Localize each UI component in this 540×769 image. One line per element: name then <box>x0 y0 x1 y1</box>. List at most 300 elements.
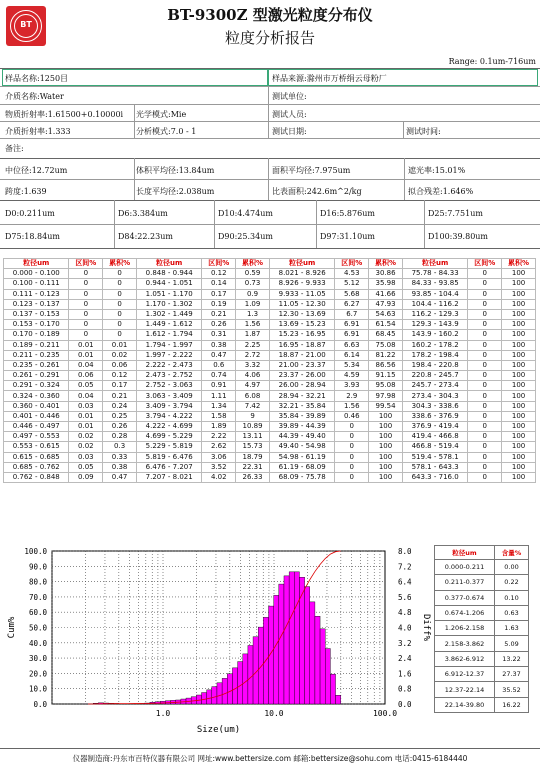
table-cell: 30.86 <box>369 269 403 279</box>
diff-bar <box>227 674 232 704</box>
remarks: 备注: <box>5 144 24 153</box>
table-cell: 2.62 <box>202 442 236 452</box>
table-cell: 0.211 - 0.235 <box>4 350 69 360</box>
table-cell: 100 <box>502 360 536 370</box>
sample-name: 样品名称:1250目 <box>5 74 69 83</box>
table-cell: 0 <box>468 472 502 482</box>
table-cell: 75.08 <box>369 340 403 350</box>
table-row <box>4 422 536 432</box>
table-cell: 0.000 - 0.100 <box>4 269 69 279</box>
table-cell: 0 <box>103 289 137 299</box>
d-value: D16:5.876um <box>320 209 375 218</box>
table-cell: 3.06 <box>202 452 236 462</box>
table-cell: 0.01 <box>103 340 137 350</box>
table-cell: 4.02 <box>202 472 236 482</box>
side-table-cell: 0.63 <box>495 605 529 620</box>
x-axis-label: Size(um) <box>196 725 241 735</box>
table-cell: 97.98 <box>369 391 403 401</box>
diff-bar <box>232 668 237 704</box>
table-cell: 100 <box>502 320 536 330</box>
medium-refractive: 介质折射率:1.333 <box>5 127 71 136</box>
diff-bar <box>196 695 201 704</box>
table-cell: 643.3 - 716.0 <box>402 472 467 482</box>
table-cell: 0.01 <box>69 340 103 350</box>
table-cell: 0.189 - 0.211 <box>4 340 69 350</box>
table-cell: 0.05 <box>69 381 103 391</box>
table-cell: 39.89 - 44.39 <box>269 422 334 432</box>
table-cell: 54.63 <box>369 309 403 319</box>
table-cell: 100 <box>502 432 536 442</box>
table-cell: 44.39 - 49.40 <box>269 432 334 442</box>
table-cell: 0 <box>468 350 502 360</box>
diff-bar <box>320 629 325 704</box>
table-cell: 578.1 - 643.3 <box>402 462 467 472</box>
diff-bar <box>207 690 212 704</box>
side-table-row <box>435 621 529 636</box>
table-row <box>4 360 536 370</box>
y-tick-label-right: 5.6 <box>398 592 412 602</box>
table-row <box>4 350 536 360</box>
table-cell: 0.47 <box>103 472 137 482</box>
table-cell: 0 <box>335 462 369 472</box>
y-tick-label-right: 1.6 <box>398 669 412 679</box>
side-table-cell: 2.158-3.862 <box>435 636 495 651</box>
table-row <box>4 269 536 279</box>
y-tick-label-left: 20.0 <box>28 669 47 679</box>
table-cell: 0.553 - 0.615 <box>4 442 69 452</box>
table-cell: 100 <box>502 442 536 452</box>
side-table-cell: 13.22 <box>495 651 529 666</box>
logo-text: BT <box>20 20 32 29</box>
table-header: 区间% <box>202 259 236 269</box>
table-cell: 160.2 - 178.2 <box>402 340 467 350</box>
table-cell: 100 <box>369 462 403 472</box>
table-cell: 6.7 <box>335 309 369 319</box>
table-cell: 18.79 <box>236 452 270 462</box>
diff-bar <box>330 674 335 704</box>
table-cell: 100 <box>502 472 536 482</box>
table-cell: 0.04 <box>69 360 103 370</box>
side-table-header: 粒径um <box>435 546 495 560</box>
diff-bar <box>299 577 304 704</box>
table-cell: 0.31 <box>202 330 236 340</box>
table-cell: 0.09 <box>69 472 103 482</box>
volume-average: 体积平均径:13.84um <box>136 166 215 175</box>
table-cell: 0.153 - 0.170 <box>4 320 69 330</box>
table-cell: 1.3 <box>236 309 270 319</box>
y-tick-label-right: 4.0 <box>398 623 412 633</box>
table-cell: 21.00 - 23.37 <box>269 360 334 370</box>
side-table-row <box>435 667 529 682</box>
table-row <box>4 371 536 381</box>
side-table-cell: 1.206-2.158 <box>435 621 495 636</box>
x-tick-label: 100.0 <box>372 709 398 718</box>
table-cell: 100 <box>502 279 536 289</box>
table-cell: 0 <box>69 299 103 309</box>
table-cell: 0 <box>69 279 103 289</box>
table-cell: 5.34 <box>335 360 369 370</box>
table-cell: 0 <box>69 330 103 340</box>
table-cell: 84.33 - 93.85 <box>402 279 467 289</box>
diff-bar <box>243 654 248 704</box>
table-cell: 47.93 <box>369 299 403 309</box>
table-cell: 4.06 <box>236 371 270 381</box>
table-cell: 0.9 <box>236 289 270 299</box>
diff-bar <box>310 602 315 704</box>
table-cell: 0.46 <box>335 411 369 421</box>
table-cell: 1.170 - 1.302 <box>136 299 201 309</box>
footer-manufacturer: 仪器制造商:丹东市百特仪器有限公司 网址:www.bettersize.com 邮箱:bettersize@sohu.com 电话:0415-6184440 <box>72 754 468 763</box>
table-cell: 100 <box>369 452 403 462</box>
table-cell: 0 <box>468 340 502 350</box>
table-cell: 100 <box>502 411 536 421</box>
table-cell: 6.14 <box>335 350 369 360</box>
y-axis-label-right: Diff% <box>421 613 431 642</box>
table-row <box>4 411 536 421</box>
table-cell: 100 <box>369 432 403 442</box>
table-row <box>4 462 536 472</box>
area-average: 面积平均径:7.975um <box>272 166 351 175</box>
side-table-header: 含量% <box>495 546 529 560</box>
side-table-row <box>435 636 529 651</box>
table-cell: 3.063 - 3.409 <box>136 391 201 401</box>
diff-bar <box>279 584 284 704</box>
diff-bar <box>289 572 294 704</box>
table-row <box>4 340 536 350</box>
table-cell: 0 <box>335 452 369 462</box>
table-row <box>4 432 536 442</box>
table-cell: 0 <box>468 462 502 472</box>
length-average: 长度平均径:2.038um <box>136 187 215 196</box>
table-cell: 68.45 <box>369 330 403 340</box>
table-cell: 2.25 <box>236 340 270 350</box>
side-table-cell: 0.211-0.377 <box>435 575 495 590</box>
table-cell: 8.021 - 8.926 <box>269 269 334 279</box>
table-row <box>4 381 536 391</box>
y-tick-label-right: 0.0 <box>398 700 412 709</box>
side-table-cell: 5.09 <box>495 636 529 651</box>
table-cell: 0.01 <box>69 350 103 360</box>
table-cell: 198.4 - 220.8 <box>402 360 467 370</box>
diff-bar <box>294 572 299 704</box>
table-cell: 0.3 <box>103 442 137 452</box>
d-value: D10:4.474um <box>218 209 273 218</box>
table-cell: 0.21 <box>202 309 236 319</box>
table-cell: 32.21 - 35.84 <box>269 401 334 411</box>
table-cell: 0 <box>103 269 137 279</box>
test-time: 测试时间: <box>406 127 441 136</box>
table-header: 粒径um <box>136 259 201 269</box>
table-cell: 1.051 - 1.170 <box>136 289 201 299</box>
table-cell: 5.12 <box>335 279 369 289</box>
table-cell: 6.91 <box>335 330 369 340</box>
diff-bar <box>284 576 289 704</box>
table-cell: 245.7 - 273.4 <box>402 381 467 391</box>
table-cell: 1.997 - 2.222 <box>136 350 201 360</box>
diff-bar <box>315 616 320 704</box>
table-cell: 0.03 <box>69 452 103 462</box>
table-cell: 0.02 <box>69 442 103 452</box>
table-cell: 0 <box>468 371 502 381</box>
table-cell: 466.8 - 519.4 <box>402 442 467 452</box>
table-cell: 0.17 <box>202 289 236 299</box>
table-cell: 95.08 <box>369 381 403 391</box>
side-table-row <box>435 605 529 620</box>
obscuration: 遮光率:15.01% <box>408 166 466 175</box>
table-cell: 0.04 <box>69 391 103 401</box>
table-cell: 0 <box>468 299 502 309</box>
table-row <box>4 289 536 299</box>
d-value: D0:0.211um <box>5 209 55 218</box>
table-cell: 9 <box>236 411 270 421</box>
table-cell: 0.38 <box>202 340 236 350</box>
fit-residual: 拟合残差:1.646% <box>408 187 474 196</box>
table-cell: 0.06 <box>103 360 137 370</box>
table-cell: 0.12 <box>103 371 137 381</box>
table-cell: 13.69 - 15.23 <box>269 320 334 330</box>
table-cell: 100 <box>502 422 536 432</box>
table-cell: 0 <box>468 360 502 370</box>
table-cell: 6.91 <box>335 320 369 330</box>
table-cell: 0.497 - 0.553 <box>4 432 69 442</box>
table-cell: 22.31 <box>236 462 270 472</box>
table-cell: 0 <box>468 452 502 462</box>
table-cell: 41.66 <box>369 289 403 299</box>
table-cell: 100 <box>502 330 536 340</box>
d-value: D25:7.751um <box>428 209 483 218</box>
y-axis-label-left: Cum% <box>7 616 17 639</box>
table-cell: 0.324 - 0.360 <box>4 391 69 401</box>
table-cell: 3.52 <box>202 462 236 472</box>
table-cell: 15.73 <box>236 442 270 452</box>
table-cell: 5.229 - 5.819 <box>136 442 201 452</box>
table-cell: 0.944 - 1.051 <box>136 279 201 289</box>
table-header: 区间% <box>468 259 502 269</box>
table-cell: 2.22 <box>202 432 236 442</box>
table-cell: 0 <box>468 320 502 330</box>
table-row <box>4 442 536 452</box>
y-tick-label-left: 40.0 <box>28 638 47 648</box>
table-cell: 75.78 - 84.33 <box>402 269 467 279</box>
d-value: D75:18.84um <box>5 232 60 241</box>
table-cell: 0 <box>468 330 502 340</box>
table-cell: 4.97 <box>236 381 270 391</box>
table-cell: 3.409 - 3.794 <box>136 401 201 411</box>
table-cell: 99.54 <box>369 401 403 411</box>
table-cell: 100 <box>502 299 536 309</box>
table-cell: 129.3 - 143.9 <box>402 320 467 330</box>
table-cell: 0.59 <box>236 269 270 279</box>
table-header: 累积% <box>369 259 403 269</box>
table-cell: 220.8 - 245.7 <box>402 371 467 381</box>
table-cell: 1.34 <box>202 401 236 411</box>
table-cell: 0 <box>468 289 502 299</box>
table-cell: 0.02 <box>69 432 103 442</box>
diff-bar <box>238 662 243 704</box>
table-row <box>4 299 536 309</box>
table-cell: 4.59 <box>335 371 369 381</box>
distribution-table <box>3 258 536 483</box>
side-table-row <box>435 697 529 712</box>
table-row <box>4 391 536 401</box>
y-tick-label-left: 0.0 <box>33 700 47 709</box>
table-cell: 0.401 - 0.446 <box>4 411 69 421</box>
table-cell: 0 <box>69 289 103 299</box>
table-cell: 0 <box>103 279 137 289</box>
table-cell: 6.63 <box>335 340 369 350</box>
table-cell: 54.98 - 61.19 <box>269 452 334 462</box>
table-cell: 100 <box>502 452 536 462</box>
table-cell: 0 <box>103 299 137 309</box>
y-tick-label-left: 10.0 <box>28 684 47 694</box>
table-cell: 0.01 <box>69 422 103 432</box>
d-value: D97:31.10um <box>320 232 375 241</box>
table-cell: 8.926 - 9.933 <box>269 279 334 289</box>
table-cell: 100 <box>369 411 403 421</box>
table-cell: 0.74 <box>202 371 236 381</box>
side-table-row <box>435 575 529 590</box>
test-unit: 测试单位: <box>272 92 307 101</box>
table-header: 粒径um <box>402 259 467 269</box>
table-header: 累积% <box>502 259 536 269</box>
diff-bar <box>274 595 279 704</box>
side-table-row <box>435 682 529 697</box>
table-cell: 0 <box>335 472 369 482</box>
side-table-cell: 35.52 <box>495 682 529 697</box>
table-cell: 100 <box>502 401 536 411</box>
tester: 测试人员: <box>272 110 307 119</box>
table-cell: 1.89 <box>202 422 236 432</box>
table-cell: 86.56 <box>369 360 403 370</box>
table-row <box>4 320 536 330</box>
table-cell: 4.222 - 4.699 <box>136 422 201 432</box>
diff-bar <box>217 683 222 704</box>
table-cell: 1.56 <box>236 320 270 330</box>
table-cell: 61.54 <box>369 320 403 330</box>
table-cell: 91.15 <box>369 371 403 381</box>
table-cell: 1.87 <box>236 330 270 340</box>
table-cell: 100 <box>502 289 536 299</box>
x-tick-label: 1.0 <box>155 709 171 718</box>
y-tick-label-left: 80.0 <box>28 577 47 587</box>
table-cell: 5.819 - 6.476 <box>136 452 201 462</box>
table-row <box>4 401 536 411</box>
table-cell: 0.615 - 0.685 <box>4 452 69 462</box>
table-cell: 0.848 - 0.944 <box>136 269 201 279</box>
table-cell: 6.08 <box>236 391 270 401</box>
table-cell: 3.32 <box>236 360 270 370</box>
table-cell: 1.449 - 1.612 <box>136 320 201 330</box>
diff-bar <box>325 649 330 704</box>
table-cell: 0.235 - 0.261 <box>4 360 69 370</box>
table-cell: 116.2 - 129.3 <box>402 309 467 319</box>
table-cell: 0.03 <box>69 401 103 411</box>
table-cell: 100 <box>502 269 536 279</box>
side-table-cell: 0.10 <box>495 590 529 605</box>
table-cell: 0.24 <box>103 401 137 411</box>
table-cell: 178.2 - 198.4 <box>402 350 467 360</box>
y-tick-label-left: 30.0 <box>28 654 47 664</box>
table-cell: 0 <box>468 391 502 401</box>
table-cell: 100 <box>502 462 536 472</box>
table-cell: 5.68 <box>335 289 369 299</box>
table-cell: 0.25 <box>103 411 137 421</box>
table-cell: 28.94 - 32.21 <box>269 391 334 401</box>
table-cell: 0 <box>103 320 137 330</box>
table-row <box>4 330 536 340</box>
table-cell: 104.4 - 116.2 <box>402 299 467 309</box>
table-cell: 12.30 - 13.69 <box>269 309 334 319</box>
table-cell: 0.137 - 0.153 <box>4 309 69 319</box>
table-row <box>4 309 536 319</box>
side-table-cell: 0.377-0.674 <box>435 590 495 605</box>
y-tick-label-left: 60.0 <box>28 608 47 618</box>
table-cell: 15.23 - 16.95 <box>269 330 334 340</box>
table-cell: 100 <box>502 309 536 319</box>
table-cell: 0.26 <box>103 422 137 432</box>
side-table-row <box>435 590 529 605</box>
table-cell: 100 <box>502 350 536 360</box>
table-cell: 4.699 - 5.229 <box>136 432 201 442</box>
table-cell: 376.9 - 419.4 <box>402 422 467 432</box>
side-table-cell: 6.912-12.37 <box>435 667 495 682</box>
table-cell: 304.3 - 338.6 <box>402 401 467 411</box>
medium-name: 介质名称:Water <box>5 92 64 101</box>
side-table-cell: 0.000-0.211 <box>435 560 495 575</box>
table-cell: 0.38 <box>103 462 137 472</box>
table-cell: 100 <box>369 442 403 452</box>
table-cell: 13.11 <box>236 432 270 442</box>
table-cell: 519.4 - 578.1 <box>402 452 467 462</box>
diff-bar <box>222 678 227 704</box>
median-diameter: 中位径:12.72um <box>5 166 68 175</box>
table-cell: 16.95 - 18.87 <box>269 340 334 350</box>
table-cell: 0.446 - 0.497 <box>4 422 69 432</box>
table-cell: 0.17 <box>103 381 137 391</box>
table-cell: 0.47 <box>202 350 236 360</box>
table-cell: 0.100 - 0.111 <box>4 279 69 289</box>
table-cell: 0.360 - 0.401 <box>4 401 69 411</box>
table-cell: 0 <box>103 330 137 340</box>
table-cell: 0.762 - 0.848 <box>4 472 69 482</box>
table-header: 区间% <box>335 259 369 269</box>
table-cell: 3.93 <box>335 381 369 391</box>
table-cell: 35.84 - 39.89 <box>269 411 334 421</box>
table-cell: 10.89 <box>236 422 270 432</box>
table-cell: 2.473 - 2.752 <box>136 371 201 381</box>
table-cell: 0.14 <box>202 279 236 289</box>
table-cell: 100 <box>502 391 536 401</box>
span: 跨度:1.639 <box>5 187 47 196</box>
table-cell: 0 <box>468 401 502 411</box>
diff-bar <box>201 693 206 704</box>
test-date: 测试日期: <box>272 127 307 136</box>
side-table-row <box>435 560 529 575</box>
table-cell: 0.170 - 0.189 <box>4 330 69 340</box>
table-cell: 26.33 <box>236 472 270 482</box>
y-tick-label-right: 6.4 <box>398 577 412 587</box>
report-title: BT-9300Z 型激光粒度分布仪 <box>167 6 373 24</box>
table-cell: 0.19 <box>202 299 236 309</box>
table-cell: 100 <box>502 340 536 350</box>
diff-bar <box>258 627 263 704</box>
table-cell: 143.9 - 160.2 <box>402 330 467 340</box>
table-cell: 1.58 <box>202 411 236 421</box>
d-value: D90:25.34um <box>218 232 273 241</box>
table-cell: 1.794 - 1.997 <box>136 340 201 350</box>
table-row <box>4 452 536 462</box>
table-cell: 419.4 - 466.8 <box>402 432 467 442</box>
